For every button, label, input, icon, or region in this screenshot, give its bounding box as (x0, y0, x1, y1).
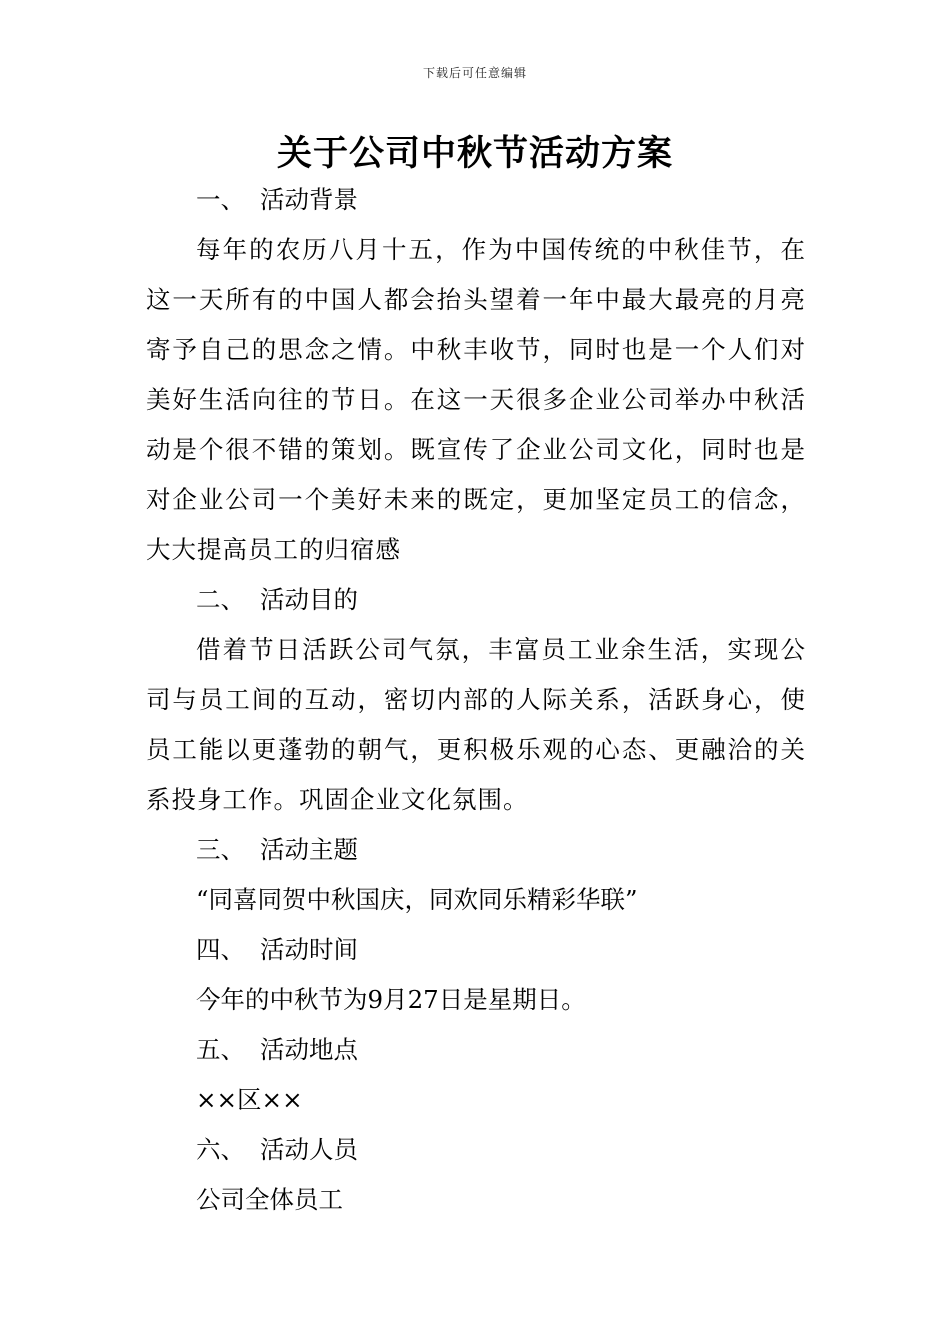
section-body-purpose: 借着节日活跃公司气氛，丰富员工业余生活，实现公司与员工间的互动，密切内部的人际关系，活跃身心，使员工能以更蓬勃的朝气，更积极乐观的心态、更融洽的关系投身工作。巩固企业文化氛围。 (146, 635, 806, 814)
section-heading-participants (146, 1125, 806, 1175)
section-number: 四、 (196, 935, 245, 964)
section-title: 活动人员 (260, 1135, 358, 1164)
section-body-theme: “同喜同贺中秋国庆，同欢同乐精彩华联” (196, 885, 638, 914)
section-title: 活动目的 (260, 585, 358, 614)
section-number: 六、 (196, 1135, 245, 1164)
section-body-time: 今年的中秋节为9月27日是星期日。 (196, 985, 586, 1014)
section-number: 五、 (196, 1035, 245, 1064)
section-title: 活动时间 (260, 935, 358, 964)
section-number: 三、 (196, 835, 245, 864)
document-body (146, 175, 806, 1225)
section-title: 活动背景 (260, 185, 358, 214)
document-title: 关于公司中秋节活动方案 (276, 134, 673, 174)
section-body-location: ××区×× (196, 1085, 303, 1114)
section-heading-theme (146, 825, 806, 875)
section-title: 活动地点 (260, 1035, 358, 1064)
section-body-background: 每年的农历八月十五，作为中国传统的中秋佳节，在这一天所有的中国人都会抬头望着一年中最大最亮的月亮寄予自己的思念之情。中秋丰收节，同时也是一个人们对美好生活向往的节日。在这一天很多企业公司举办中秋活动是个很不错的策划。既宣传了企业公司文化，同时也是对企业公司一个美好未来的既定，更加坚定员工的信念，大大提高员工的归宿感 (146, 235, 806, 564)
section-heading-time (146, 925, 806, 975)
section-heading-purpose (146, 575, 806, 625)
section-title: 活动主题 (260, 835, 358, 864)
section-body-participants: 公司全体员工 (196, 1185, 343, 1214)
section-heading-background (146, 175, 806, 225)
section-number: 一、 (196, 185, 245, 214)
header-note: 下载后可任意编辑 (422, 66, 527, 80)
section-heading-location (146, 1025, 806, 1075)
section-number: 二、 (196, 585, 245, 614)
